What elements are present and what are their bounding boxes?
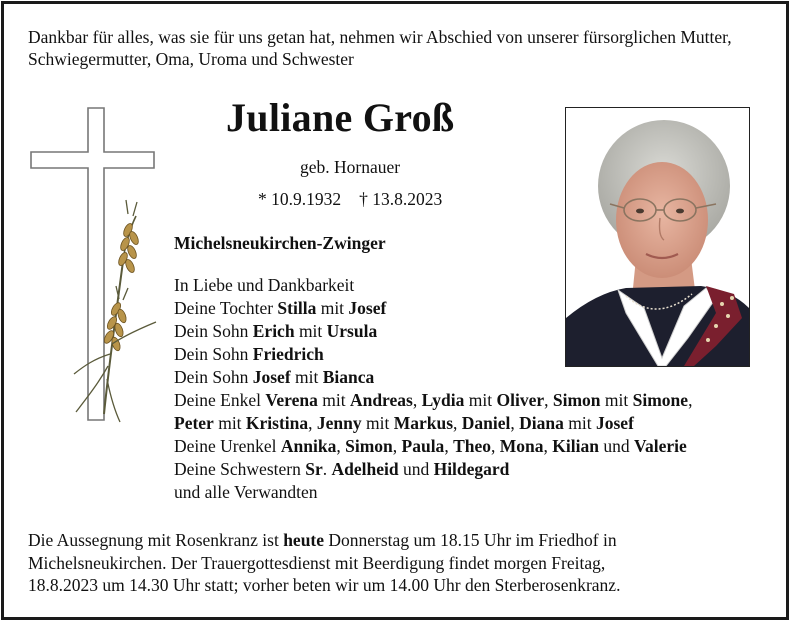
wheat-icon <box>74 200 156 422</box>
mourner-name: Diana <box>519 413 564 433</box>
mourner-name: Simon <box>345 436 393 456</box>
mourner-text: Dein Sohn <box>174 321 253 341</box>
mourner-text: , <box>688 390 693 410</box>
obituary-notice <box>1 1 789 620</box>
funeral-info-part1: Die Aussegnung mit Rosenkranz ist <box>28 530 284 550</box>
mourner-name: Stilla <box>277 298 317 318</box>
mourner-name: Oliver <box>496 390 545 410</box>
life-dates <box>258 189 442 210</box>
mourner-text: Deine Urenkel <box>174 436 281 456</box>
mourner-text: , <box>544 390 553 410</box>
birth-name: geb. Hornauer <box>300 157 401 177</box>
mourner-name: Josef <box>252 367 291 387</box>
mourner-text: Deine Tochter <box>174 298 278 318</box>
mourner-name: Andreas <box>349 390 413 410</box>
mourner-name: Mona <box>499 436 544 456</box>
mourner-name: Theo <box>453 436 491 456</box>
mourner-name: Valerie <box>633 436 687 456</box>
mourner-text: , <box>543 436 553 456</box>
mourner-text: , <box>392 436 402 456</box>
funeral-info <box>28 529 768 597</box>
mourner-name: Hildegard <box>433 459 510 479</box>
mourner-text: Dein Sohn <box>174 344 253 364</box>
mourner-name: Jenny <box>316 413 362 433</box>
mourner-text: mit <box>317 390 350 410</box>
mourner-name: Josef <box>596 413 634 433</box>
mourner-name: Erich <box>252 321 295 341</box>
mourner-text: Deine Schwestern <box>174 459 306 479</box>
birth-date: * 10.9.1932 <box>258 189 342 209</box>
mourner-line <box>174 389 692 412</box>
mourner-line <box>174 366 692 389</box>
funeral-info-line2: Michelsneukirchen. Der Trauergottesdienst mit Beerdigung findet morgen Freitag, <box>28 552 606 573</box>
funeral-info-part2: Donnerstag um 18.15 Uhr im Friedhof in <box>324 530 617 550</box>
mourner-text: , <box>453 413 462 433</box>
mourner-name: Kristina <box>245 413 309 433</box>
deceased-name: Juliane Groß <box>226 95 455 140</box>
mourner-text: Dein Sohn <box>174 367 253 387</box>
mourner-text: und alle Verwandten <box>174 482 318 502</box>
mourner-text: , <box>412 390 422 410</box>
intro-text: Dankbar für alles, was sie für uns getan hat, nehmen wir Abschied von unserer fürsorglichen Mutter, Schwiegermutter, Oma, Uroma und Schwester <box>28 27 732 69</box>
mourner-name: Markus <box>393 413 454 433</box>
mourner-text: mit <box>361 413 394 433</box>
mourner-name: Simone <box>632 390 689 410</box>
mourner-name: Josef <box>348 298 387 318</box>
mourner-name: Kilian <box>552 436 599 456</box>
mourner-text: und <box>398 459 434 479</box>
mourner-line <box>174 458 692 481</box>
mourner-name: Sr <box>305 459 323 479</box>
mourner-name: Bianca <box>322 367 375 387</box>
cross-icon <box>24 104 164 434</box>
mourner-text: , <box>336 436 346 456</box>
mourner-text: mit <box>290 367 323 387</box>
funeral-info-emphasis: heute <box>283 530 325 550</box>
mourner-name: Annika <box>280 436 337 456</box>
death-date: † 13.8.2023 <box>359 189 443 209</box>
mourner-name: Verena <box>265 390 318 410</box>
mourner-text: , <box>444 436 454 456</box>
mourner-line <box>174 435 692 458</box>
mourner-line <box>174 412 692 435</box>
mourner-text: mit <box>600 390 633 410</box>
residence: Michelsneukirchen-Zwinger <box>174 233 386 253</box>
mourners-heading: In Liebe und Dankbarkeit <box>174 275 355 295</box>
mourner-text: mit <box>316 298 349 318</box>
funeral-info-line3: 18.8.2023 um 14.30 Uhr statt; vorher beten wir um 14.00 Uhr den Sterberosenkranz. <box>28 575 621 595</box>
mourner-name: Daniel <box>461 413 511 433</box>
mourner-text: , <box>510 413 520 433</box>
mourner-text: mit <box>294 321 327 341</box>
mourner-name: Paula <box>401 436 445 456</box>
mourner-name: Ursula <box>326 321 378 341</box>
mourner-text: und <box>598 436 634 456</box>
mourner-line <box>174 481 692 504</box>
mourner-name: Lydia <box>421 390 465 410</box>
mourner-name: Adelheid <box>331 459 399 479</box>
mourner-name: Friedrich <box>252 344 324 364</box>
mourner-text: mit <box>213 413 246 433</box>
mourner-name: Peter <box>174 413 214 433</box>
portrait-photo <box>565 107 750 367</box>
mourner-text: . <box>322 459 332 479</box>
mourner-text: , <box>491 436 500 456</box>
mourner-text: Deine Enkel <box>174 390 266 410</box>
portrait-image <box>566 108 749 366</box>
mourner-text: , <box>308 413 317 433</box>
mourner-text: mit <box>464 390 497 410</box>
mourner-text: mit <box>563 413 596 433</box>
mourner-name: Simon <box>552 390 601 410</box>
